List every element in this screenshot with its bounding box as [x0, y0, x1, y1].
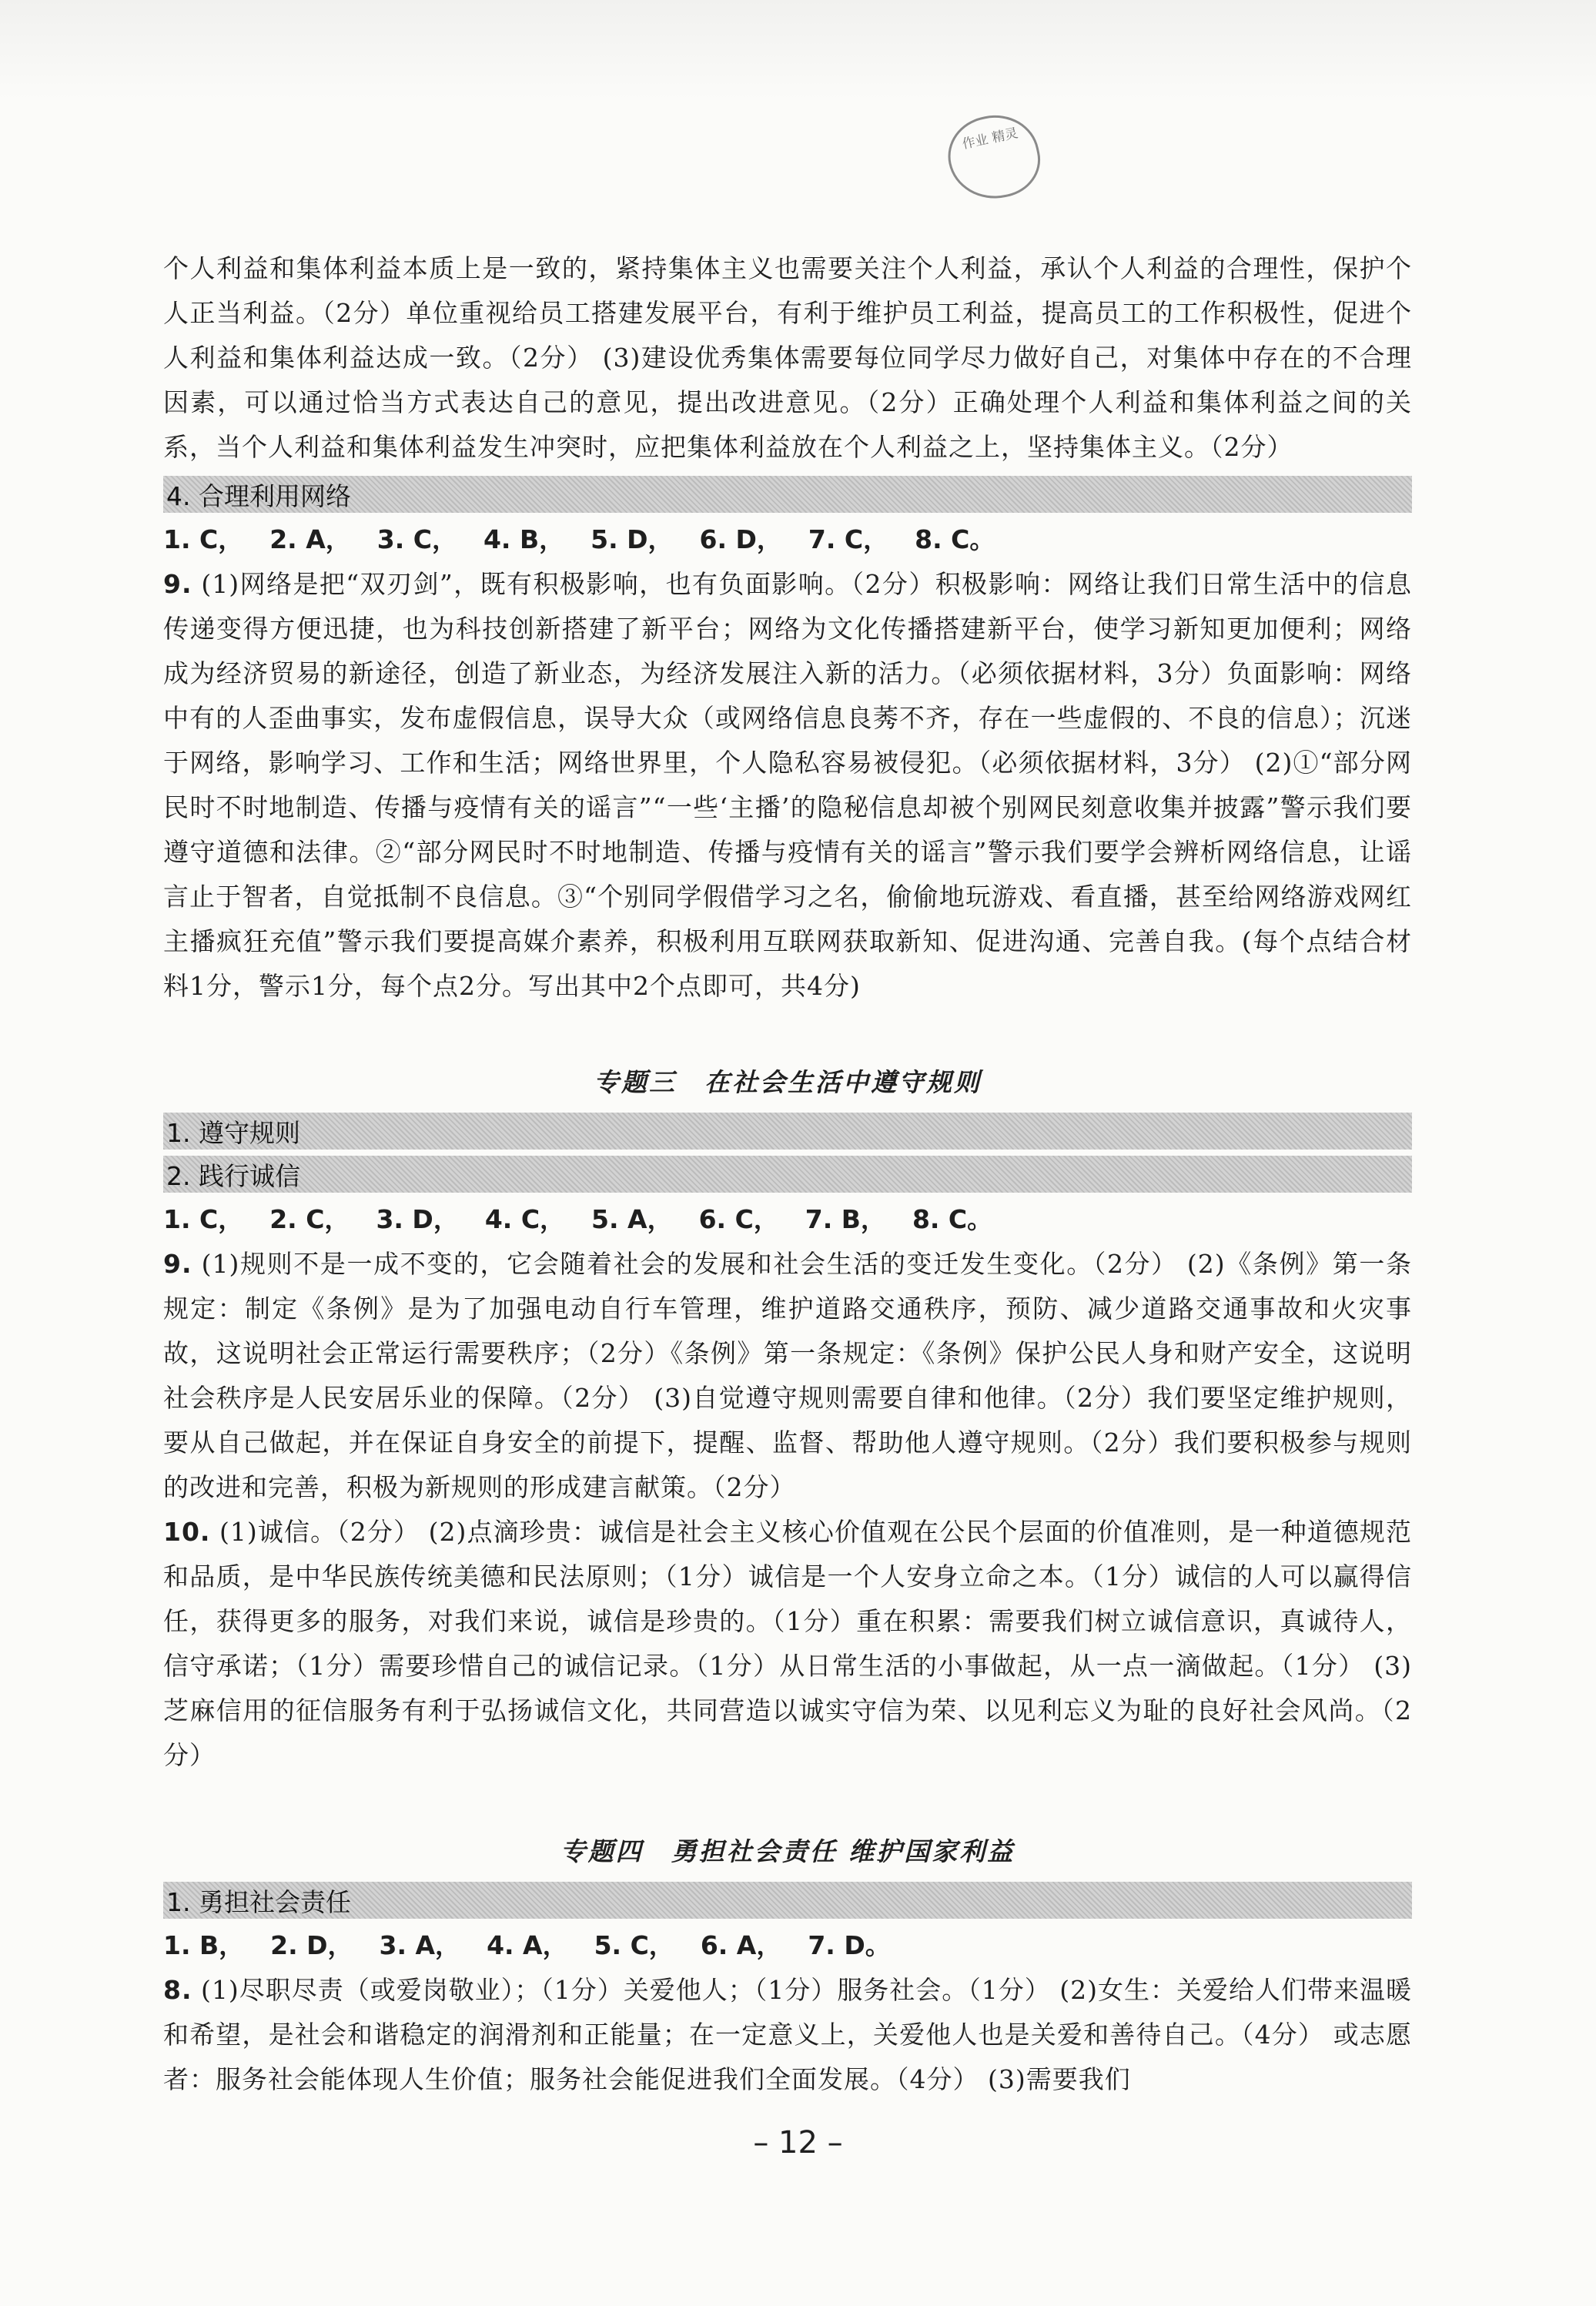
answer-item: 6. A， — [700, 1930, 782, 1960]
question-9-answer — [163, 562, 1412, 1009]
answer-item: 5. C， — [594, 1930, 674, 1960]
page-content — [163, 246, 1412, 2102]
topic-3-title: 专题三 在社会生活中遵守规则 — [594, 1067, 982, 1097]
topic-4-title: 专题四 勇担社会责任 维护国家利益 — [560, 1836, 1015, 1866]
scan-top-shade — [0, 0, 1596, 100]
answer-item: 1. C， — [163, 524, 244, 554]
topic3-question-10-answer — [163, 1510, 1412, 1778]
answer-item: 3. C， — [376, 524, 457, 554]
page-number: – 12 – — [753, 2125, 843, 2160]
answer-item: 4. C， — [484, 1204, 566, 1234]
answer-item: 1. C， — [163, 1204, 244, 1234]
answer-item: 2. A， — [269, 524, 351, 554]
answer-item: 7. B， — [805, 1204, 886, 1234]
answer-item: 5. A， — [591, 1204, 673, 1234]
section-bar-practice-integrity: 2. 践行诚信 — [163, 1156, 1412, 1193]
question-text: (1)规则不是一成不变的，它会随着社会的发展和社会生活的变迁发生变化。（2分） (2)《条例》第一条规定：制定《条例》是为了加强电动自行车管理，维护道路交通秩序，预防、减少道路交通事故和火灾事故，这说明社会正常运行需要秩序；（2分）《条例》第一条规定：《条例》保护公民人身和财产安全，这说明社会秩序是人民安居乐业的保障。（2分） (3)自觉遵守规则需要自律和他律。（2分）我们要坚定维护规则，要从自己做起，并在保证自身安全的前提下，提醒、监督、帮助他人遵守规则。（2分）我们要积极参与规则的改进和完善，积极为新规则的形成建言献策。（2分） — [163, 1249, 1412, 1502]
answer-item: 7. C， — [808, 524, 889, 554]
answer-item: 8. C。 — [915, 524, 995, 554]
question-text: (1)尽职尽责（或爱岗敬业）；（1分）关爱他人；（1分）服务社会。（1分） (2)女生：关爱给人们带来温暖和希望，是社会和谐稳定的润滑剂和正能量；在一定意义上，关爱他人也是关爱和善待自己。（4分） 或志愿者：服务社会能体现人生价值；服务社会能促进我们全面发展。（4分） (3)需要我们 — [163, 1975, 1412, 2094]
answer-item: 4. A， — [487, 1930, 568, 1960]
answer-item: 2. C， — [269, 1204, 350, 1234]
answer-item: 3. A， — [379, 1930, 461, 1960]
answer-item: 8. C。 — [912, 1204, 993, 1234]
section-bar-reasonable-internet: 4. 合理利用网络 — [163, 476, 1412, 513]
topic4-question-8-answer — [163, 1968, 1412, 2102]
answer-item: 4. B， — [483, 524, 565, 554]
question-text: (1)诚信。（2分） (2)点滴珍贵：诚信是社会主义核心价值观在公民个层面的价值准则，是一种道德规范和品质，是中华民族传统美德和民法原则；（1分）诚信是一个人安身立命之本。（1分）诚信的人可以赢得信任，获得更多的服务，对我们来说，诚信是珍贵的。（1分）重在积累：需要我们树立诚信意识，真诚待人，信守承诺；（1分）需要珍惜自己的诚信记录。（1分）从日常生活的小事做起，从一点一滴做起。（1分） (3)芝麻信用的征信服务有利于弘扬诚信文化，共同营造以诚实守信为荣、以见利忘义为耻的良好社会风尚。（2分） — [163, 1517, 1412, 1770]
question-number: 8. — [163, 1975, 192, 2005]
answer-row-topic4 — [163, 1923, 1412, 1968]
answer-item: 1. B， — [163, 1930, 245, 1960]
intro-paragraph: 个人利益和集体利益本质上是一致的，紧持集体主义也需要关注个人利益，承认个人利益的合理性，保护个人正当利益。（2分）单位重视给员工搭建发展平台，有利于维护员工利益，提高员工的工作积极性，促进个人利益和集体利益达成一致。（2分） (3)建设优秀集体需要每位同学尽力做好自己，对集体中存在的不合理因素，可以通过恰当方式表达自己的意见，提出改进意见。（2分）正确处理个人利益和集体利益之间的关系，当个人利益和集体利益发生冲突时，应把集体利益放在个人利益之上，坚持集体主义。（2分） — [163, 253, 1412, 462]
answer-row-section4 — [163, 517, 1412, 562]
question-number: 10. — [163, 1517, 211, 1547]
section-bar-social-responsibility: 1. 勇担社会责任 — [163, 1882, 1412, 1919]
watermark-stamp: 作业 精灵 — [941, 107, 1047, 207]
question-number: 9. — [163, 569, 192, 599]
question-number: 9. — [163, 1249, 192, 1279]
section-bar-obey-rules: 1. 遵守规则 — [163, 1113, 1412, 1150]
answer-item: 5. D， — [591, 524, 674, 554]
answer-item: 7. D。 — [808, 1930, 891, 1960]
topic3-question-9-answer — [163, 1242, 1412, 1510]
answer-item: 6. C， — [698, 1204, 779, 1234]
answer-item: 6. D， — [699, 524, 782, 554]
answer-item: 2. D， — [270, 1930, 353, 1960]
answer-row-topic3 — [163, 1197, 1412, 1242]
answer-item: 3. D， — [376, 1204, 459, 1234]
question-text: (1)网络是把“双刃剑”，既有积极影响，也有负面影响。（2分）积极影响：网络让我们日常生活中的信息传递变得方便迅捷，也为科技创新搭建了新平台；网络为文化传播搭建新平台，使学习新知更加便利；网络成为经济贸易的新途径，创造了新业态，为经济发展注入新的活力。（必须依据材料，3分）负面影响：网络中有的人歪曲事实，发布虚假信息，误导大众（或网络信息良莠不齐，存在一些虚假的、不良的信息）；沉迷于网络，影响学习、工作和生活；网络世界里，个人隐私容易被侵犯。（必须依据材料，3分） (2)①“部分网民时不时地制造、传播与疫情有关的谣言”“一些‘主播’的隐秘信息却被个别网民刻意收集并披露”警示我们要遵守道德和法律。②“部分网民时不时地制造、传播与疫情有关的谣言”警示我们要学会辨析网络信息，让谣言止于智者，自觉抵制不良信息。③“个别同学假借学习之名，偷偷地玩游戏、看直播，甚至给网络游戏网红主播疯狂充值”警示我们要提高媒介素养，积极利用互联网获取新知、促进沟通、完善自我。(每个点结合材料1分，警示1分，每个点2分。写出其中2个点即可，共4分) — [163, 569, 1412, 1001]
